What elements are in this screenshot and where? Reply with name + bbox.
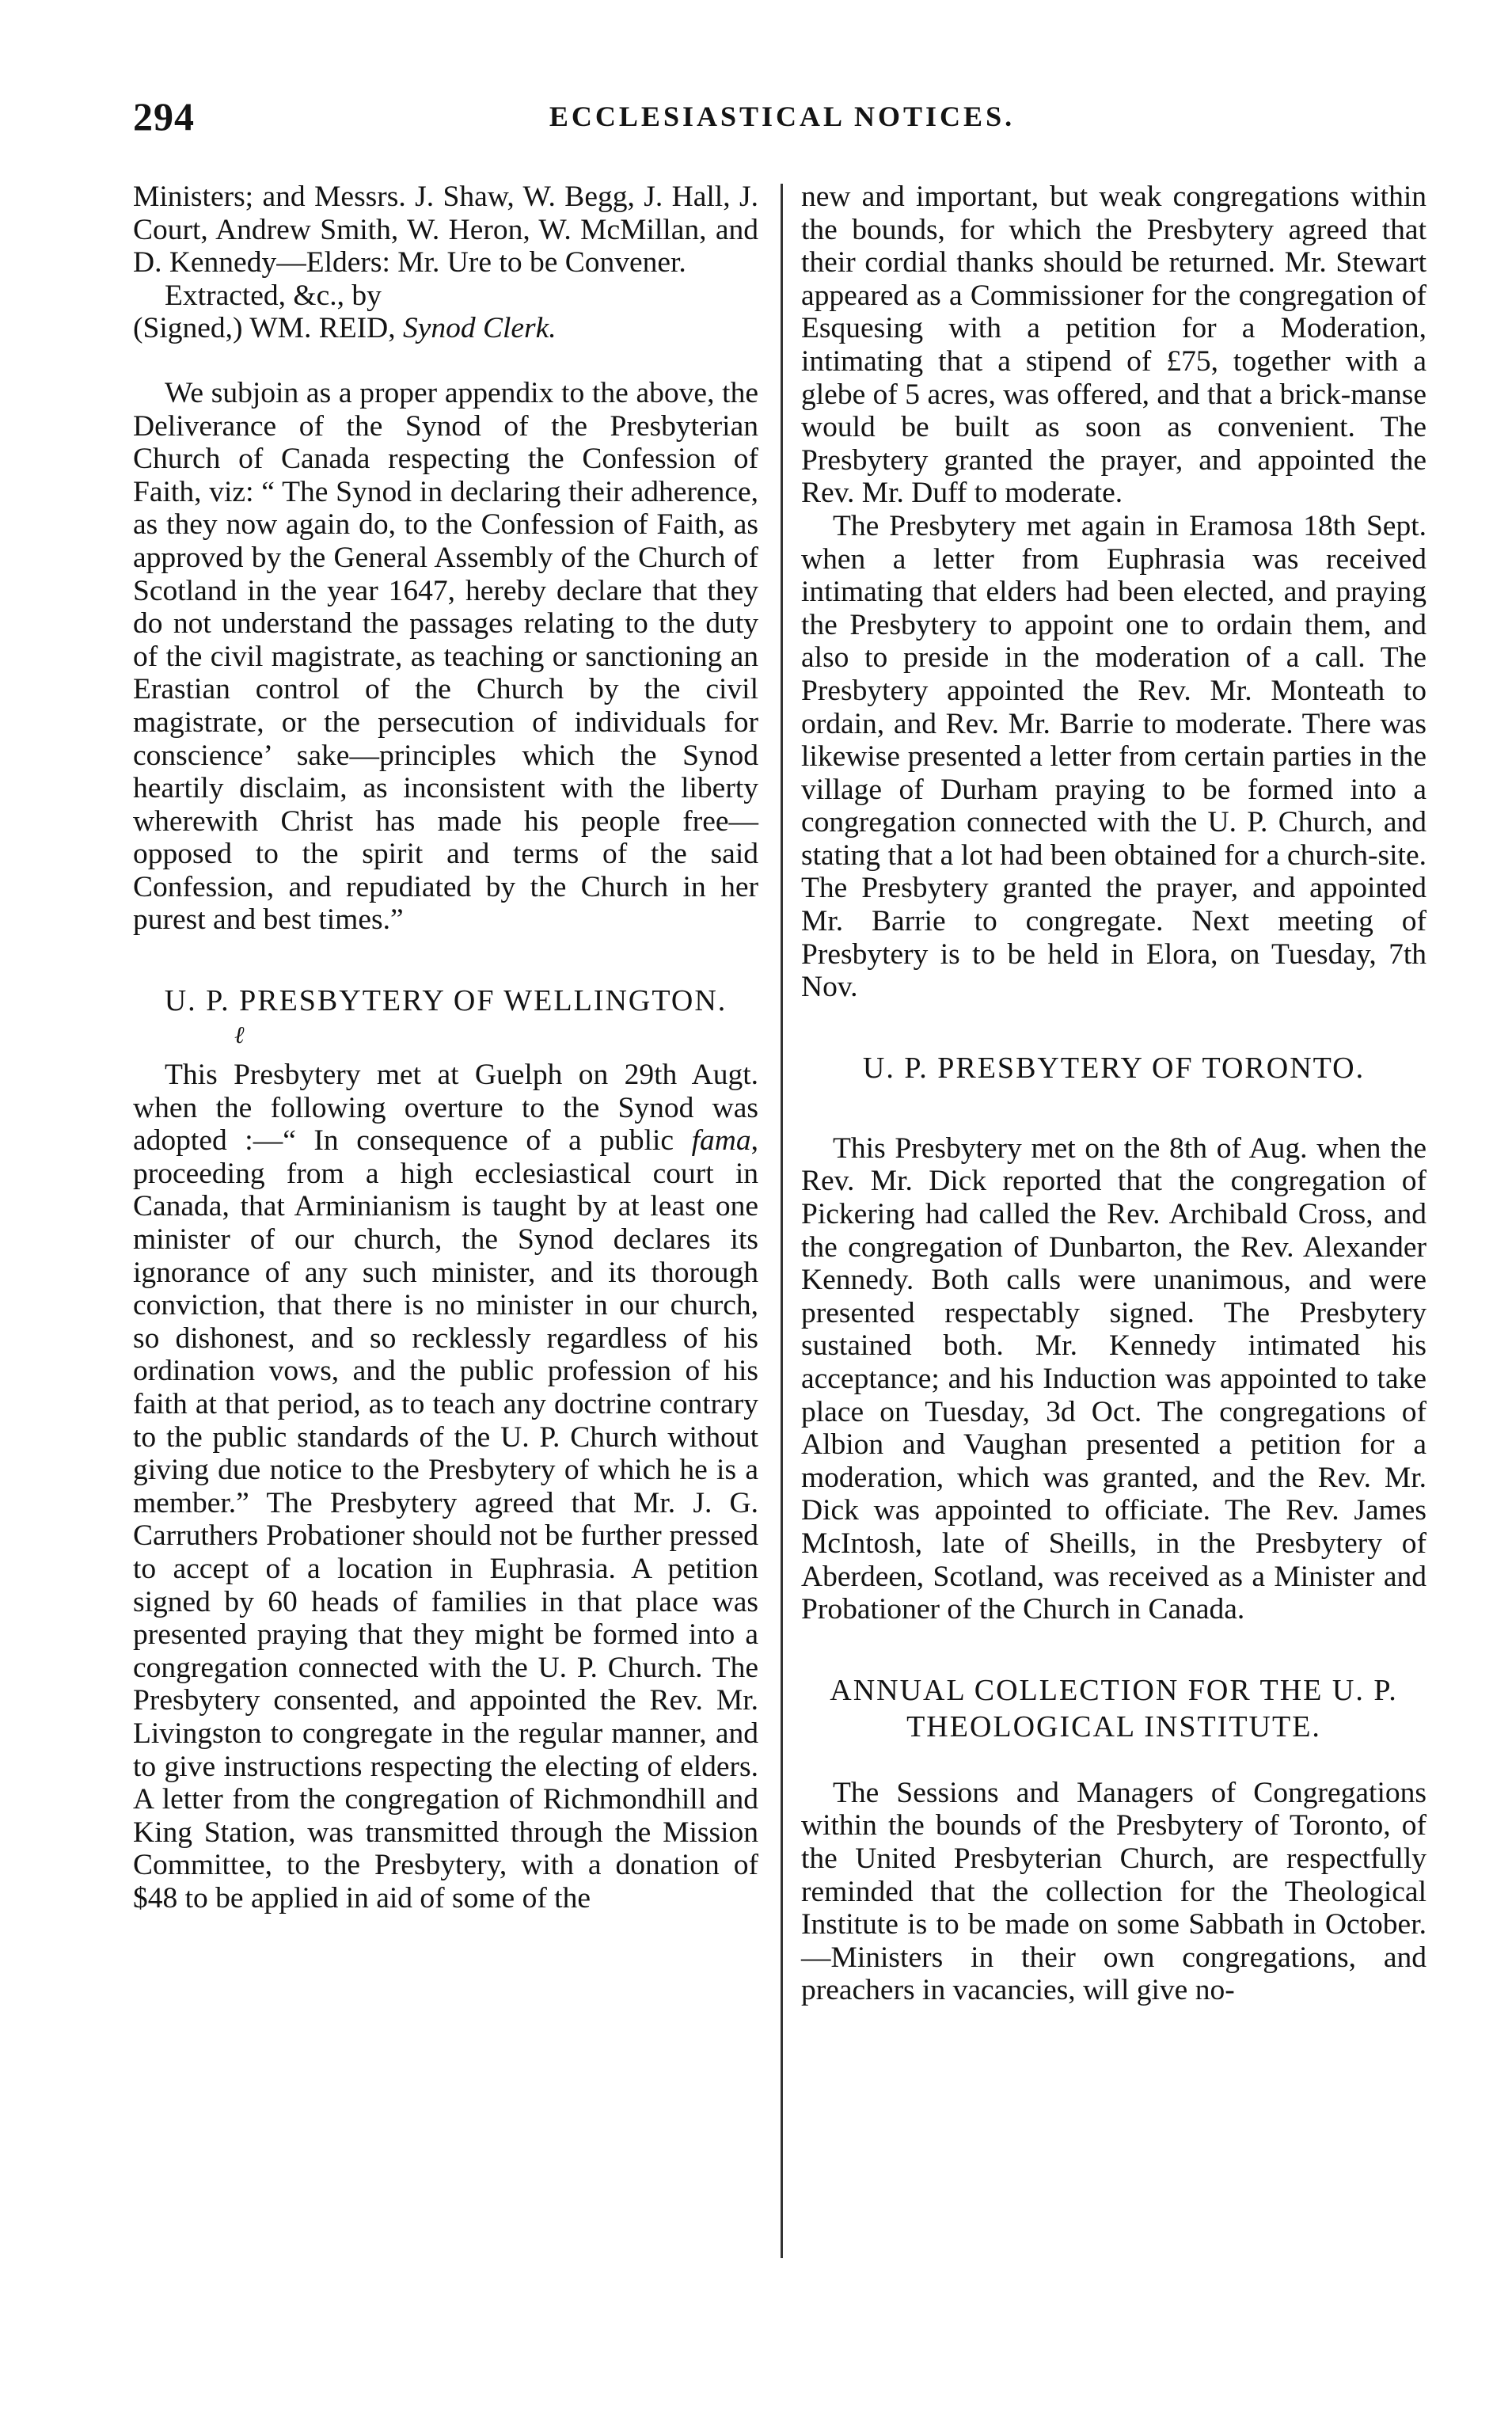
- paragraph: We subjoin as a proper appendix to the above, the Deliverance of the Synod of the Presbyterian Church of Canada respecting the Confession of Faith, viz: “ The Synod in declaring their adherence, as they now again do, to the Confession of Faith, as approved by the General Assembly of the Church of Scotland in the year 1647, hereby declare that they do not understand the passages relating to the duty of the civil magistrate, as teaching or sanctioning an Erastian control of the Church by the civil magistrate, or the persecution of individuals for conscience’ sake—principles which the Synod heartily disclaim, as inconsistent with the liberty wherewith Christ has made his people free—opposed to the spirit and terms of the said Confession, and repudiated by the Church in her purest and best times.”: [133, 376, 758, 937]
- page-number: 294: [133, 94, 195, 139]
- paragraph: The Sessions and Managers of Congregations within the bounds of the Presbytery of Toronto, of the United Presbyterian Church, are respectfully reminded that the collection for the Theological Institute is to be made on some Sabbath in October. —Ministers in their own congregations, and preachers in vacancies, will give no-: [801, 1776, 1427, 2007]
- spacer: [801, 1626, 1427, 1672]
- spacer: [133, 345, 758, 377]
- italic-term: fama: [691, 1124, 751, 1158]
- paragraph: new and important, but weak congregations within the bounds, for which the Presbytery agreed that their cordial thanks should be returned. Mr. Stewart appeared as a Commissioner for the congregation of Esquesing with a petition for a Moderation, intimating that a stipend of £75, together with a glebe of 5 acres, was offered, and that a brick-manse would be built as soon as convenient. The Presbytery granted the prayer, and appointed the Rev. Mr. Duff to moderate.: [801, 181, 1427, 510]
- paragraph-text: , proceeding from a high ecclesiastical court in Canada, that Arminianism is taught by at least one minister of our church, the Synod declares its ignorance of any such minister, and its thorough conviction, that there is no minister in our church, so dishonest, and so recklessly regardless of his ordination vows, and the public profession of his faith at that period, as to teach any doctrine contrary to the public standards of the U. P. Church without giving due notice to the Presbytery of which he is a member.” The Presbytery agreed that Mr. J. G. Carruthers Probationer should not be further pressed to accept of a location in Euphrasia. A petition signed by 60 heads of families in that place was presented praying that they might be formed into a congregation connected with the U. P. Church. The Presbytery consented, and appointed the Rev. Mr. Livingston to congregate in the regular manner, and to give instructions respecting the electing of elders. A letter from the congregation of Richmondhill and King Station, was transmitted through the Mission Committee, to the Presbytery, with a donation of $48 to be applied in aid of some of the: [133, 1124, 758, 1915]
- paragraph: Ministers; and Messrs. J. Shaw, W. Begg, J. Hall, J. Court, Andrew Smith, W. Heron, W. McMillan, and D. Kennedy—Elders: Mr. Ure to be Convener.: [133, 181, 758, 279]
- left-column: [133, 181, 758, 1915]
- spacer: [801, 1004, 1427, 1050]
- section-heading: U. P. PRESBYTERY OF WELLINGTON.: [164, 984, 728, 1018]
- spacer: [801, 1745, 1427, 1777]
- printer-mark: [133, 1019, 758, 1059]
- signature-extracted: Extracted, &c., by: [165, 279, 382, 312]
- printer-mark-glyph: ℓ: [234, 1022, 245, 1049]
- signature-line: [133, 312, 758, 345]
- signature-role: Synod Clerk.: [402, 312, 557, 345]
- paragraph: [133, 1059, 758, 1915]
- right-column: [801, 181, 1427, 2007]
- running-title: ECCLESIASTICAL NOTICES.: [549, 101, 1016, 132]
- spacer: [133, 937, 758, 983]
- spacer: [801, 1086, 1427, 1132]
- paragraph-text: This Presbytery met at Guelph on 29th Augt. when the following overture to the Synod was adopted :—“ In consequence of a public: [133, 1059, 758, 1158]
- paragraph: The Presbytery met again in Eramosa 18th Sept. when a letter from Euphrasia was received intimating that elders had been elected, and praying the Presbytery to appoint one to ordain them, and also to preside in the moderation of a call. The Presbytery appointed the Rev. Mr. Monteath to ordain, and Rev. Mr. Barrie to moderate. There was likewise presented a letter from certain parties in the village of Durham praying to be formed into a congregation connected with the U. P. Church, and stating that a lot had been obtained for a church-site. The Presbytery granted the prayer, and appointed Mr. Barrie to congregate. Next meeting of Presbytery is to be held in Elora, on Tuesday, 7th Nov.: [801, 509, 1427, 1004]
- signature-name: (Signed,) WM. REID,: [133, 312, 396, 345]
- section-heading: ANNUAL COLLECTION FOR THE U. P. THEOLOGICAL INSTITUTE.: [830, 1673, 1398, 1743]
- paragraph: This Presbytery met on the 8th of Aug. when the Rev. Mr. Dick reported that the congregation of Pickering had called the Rev. Archibald Cross, and the congregation of Dunbarton, the Rev. Alexander Kennedy. Both calls were unanimous, and were presented respectably signed. The Presbytery sustained both. Mr. Kennedy intimated his acceptance; and his Induction was appointed to take place on Tuesday, 3d Oct. The congregations of Albion and Vaughan presented a petition for a moderation, which was granted, and the Rev. Mr. Dick was appointed to officiate. The Rev. James McIntosh, late of Sheills, in the Presbytery of Aberdeen, Scotland, was received as a Minister and Probationer of the Church in Canada.: [801, 1131, 1427, 1626]
- column-divider: [781, 184, 783, 2258]
- section-heading: U. P. PRESBYTERY OF TORONTO.: [862, 1051, 1366, 1085]
- page-header: [133, 93, 1431, 141]
